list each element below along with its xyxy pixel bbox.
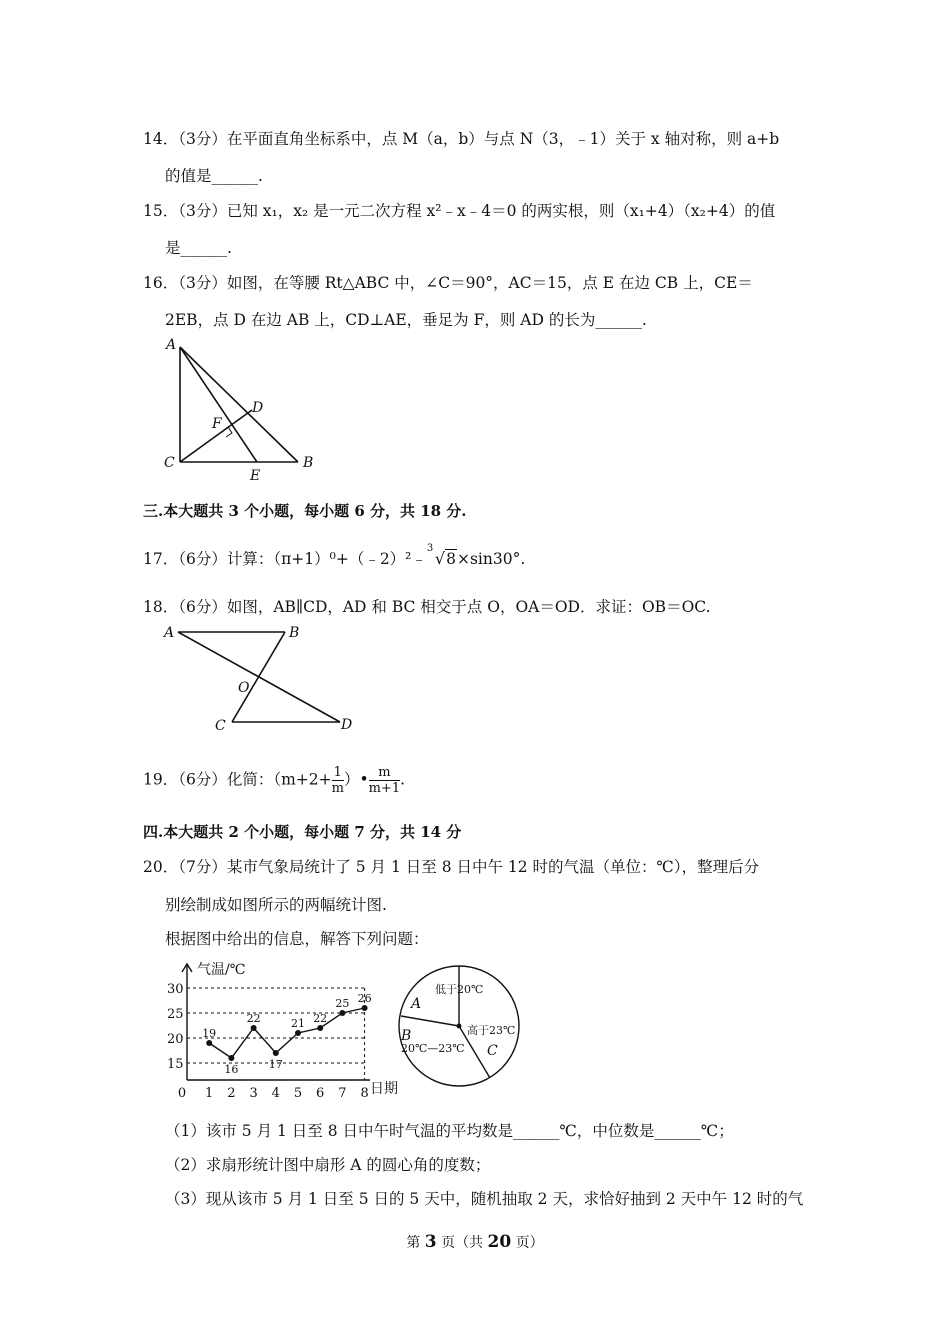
q19-frac1-den: m — [331, 781, 344, 796]
segment-bc — [232, 632, 285, 722]
section-3-heading: 三.本大题共 3 个小题，每小题 6 分，共 18 分. — [143, 502, 467, 520]
q18-line: 18．（6分）如图，AB∥CD，AD 和 BC 相交于点 O，OA＝OD．求证：OB＝OC. — [143, 598, 711, 616]
q20-part3: （3）现从该市 5 月 1 日至 5 日的 5 天中，随机抽取 2 天，求恰好抽到 2 天中午 12 时的气 — [165, 1190, 804, 1208]
label-c: C — [215, 718, 226, 734]
label-b: B — [289, 625, 300, 641]
q17-line — [143, 543, 526, 569]
q16-triangle-figure — [158, 335, 328, 485]
data-label-2: 16 — [224, 1063, 239, 1076]
x-tick-8: 8 — [360, 1086, 369, 1100]
x-axis-label: 日期 — [370, 1081, 398, 1097]
q19-middle: ）• — [343, 770, 369, 789]
y-tick-25: 25 — [167, 1007, 184, 1022]
data-point-3 — [251, 1025, 257, 1031]
x-tick-6: 6 — [316, 1086, 325, 1100]
q19-fraction-1 — [332, 765, 344, 796]
y-axis-label: 气温/℃ — [197, 962, 246, 978]
footer-post: 页） — [511, 1235, 544, 1251]
pie-slice-a: A — [411, 996, 422, 1012]
q20-line3: 根据图中给出的信息，解答下列问题： — [165, 930, 429, 948]
q14-line2: 的值是______. — [165, 167, 263, 185]
footer-total-pages: 20 — [487, 1232, 512, 1252]
y-tick-30: 30 — [167, 982, 184, 997]
pie-center — [457, 1024, 462, 1029]
pie-boundary-left — [401, 1016, 459, 1026]
q20-part1: （1）该市 5 月 1 日至 8 日中午时气温的平均数是______℃，中位数是______℃； — [165, 1122, 734, 1140]
data-point-4 — [273, 1050, 279, 1056]
x-tick-2: 2 — [227, 1086, 236, 1100]
footer-page-number: 3 — [424, 1232, 437, 1252]
q17-radicand: 8 — [446, 550, 456, 568]
q17-prefix: 17．（6分）计算：（π+1）⁰+（﹣2）²﹣ — [143, 550, 427, 568]
origin-label: 0 — [177, 1086, 187, 1100]
q16-line1: 16．（3分）如图，在等腰 Rt△ABC 中，∠C＝90°，AC＝15，点 E 在边 CB 上，CE＝ — [143, 274, 753, 292]
q19-suffix: . — [400, 770, 406, 789]
data-label-4: 17 — [268, 1058, 283, 1071]
q19-frac2-num: m — [369, 765, 401, 781]
pie-label-a-desc: 低于20℃ — [435, 983, 484, 996]
footer-pre: 第 — [406, 1235, 425, 1251]
footer-mid: 页（共 — [436, 1235, 488, 1251]
data-label-3: 22 — [246, 1012, 261, 1025]
data-label-8: 26 — [357, 992, 372, 1005]
label-a: A — [166, 337, 177, 353]
segment-ae — [180, 347, 257, 462]
pie-label-c-desc: 高于23℃ — [467, 1024, 516, 1037]
q17-suffix: ×sin30°. — [456, 550, 526, 568]
label-d: D — [252, 400, 264, 416]
q20-part2: （2）求扇形统计图中扇形 A 的圆心角的度数； — [165, 1156, 491, 1174]
q17-root-index: 3 — [426, 543, 434, 554]
data-point-2 — [228, 1055, 234, 1061]
pie-slice-b: B — [401, 1028, 412, 1044]
section-4-heading: 四.本大题共 2 个小题，每小题 7 分，共 14 分 — [143, 823, 462, 841]
y-tick-15: 15 — [167, 1057, 184, 1072]
q14-line1: 14．（3分）在平面直角坐标系中，点 M（a，b）与点 N（3，﹣1）关于 x 轴对称，则 a+b — [143, 130, 780, 148]
q15-line2: 是______. — [165, 239, 232, 257]
q20-line1: 20．（7分）某市气象局统计了 5 月 1 日至 8 日中午 12 时的气温（单位：℃），整理后分 — [143, 858, 760, 876]
segment-ab — [180, 347, 298, 462]
pie-label-b-desc: 20℃—23℃ — [401, 1042, 465, 1055]
x-tick-7: 7 — [338, 1086, 347, 1100]
label-a: A — [164, 625, 175, 641]
x-tick-3: 3 — [249, 1086, 258, 1100]
label-e: E — [250, 468, 261, 484]
data-label-7: 25 — [335, 997, 350, 1010]
q16-line2: 2EB，点 D 在边 AB 上，CD⊥AE，垂足为 F，则 AD 的长为______. — [165, 311, 647, 329]
label-b: B — [303, 455, 314, 471]
data-point-5 — [295, 1030, 301, 1036]
temperature-pie-chart — [393, 960, 528, 1095]
y-tick-20: 20 — [167, 1032, 184, 1047]
data-point-6 — [317, 1025, 323, 1031]
label-f: F — [212, 416, 222, 432]
q17-radical: 3 √8 — [426, 543, 456, 568]
q19-fraction-2 — [369, 765, 401, 796]
q19-prefix: 19．（6分）化简：（m+2+ — [143, 770, 332, 789]
data-label-5: 21 — [291, 1017, 305, 1030]
q19-line — [143, 765, 405, 796]
x-tick-4: 4 — [271, 1086, 280, 1100]
data-label-1: 19 — [202, 1027, 217, 1040]
data-point-8 — [362, 1005, 368, 1011]
q19-frac2-den: m+1 — [368, 781, 401, 796]
data-label-6: 22 — [313, 1012, 328, 1025]
x-tick-5: 5 — [293, 1086, 303, 1100]
q20-line2: 别绘制成如图所示的两幅统计图. — [165, 896, 387, 914]
label-c: C — [164, 455, 175, 471]
temperature-line-chart — [165, 955, 410, 1100]
x-tick-1: 1 — [205, 1086, 214, 1100]
label-o: O — [238, 680, 250, 696]
q19-frac1-num: 1 — [332, 765, 344, 781]
label-d: D — [341, 717, 353, 733]
q15-line1: 15．（3分）已知 x₁，x₂ 是一元二次方程 x²﹣x﹣4＝0 的两实根，则（x₁+4）（x₂+4）的值 — [143, 202, 776, 220]
data-point-7 — [339, 1010, 345, 1016]
data-point-1 — [206, 1040, 212, 1046]
pie-slice-c: C — [487, 1043, 498, 1059]
page-footer — [0, 1232, 950, 1252]
q18-figure — [160, 620, 360, 735]
